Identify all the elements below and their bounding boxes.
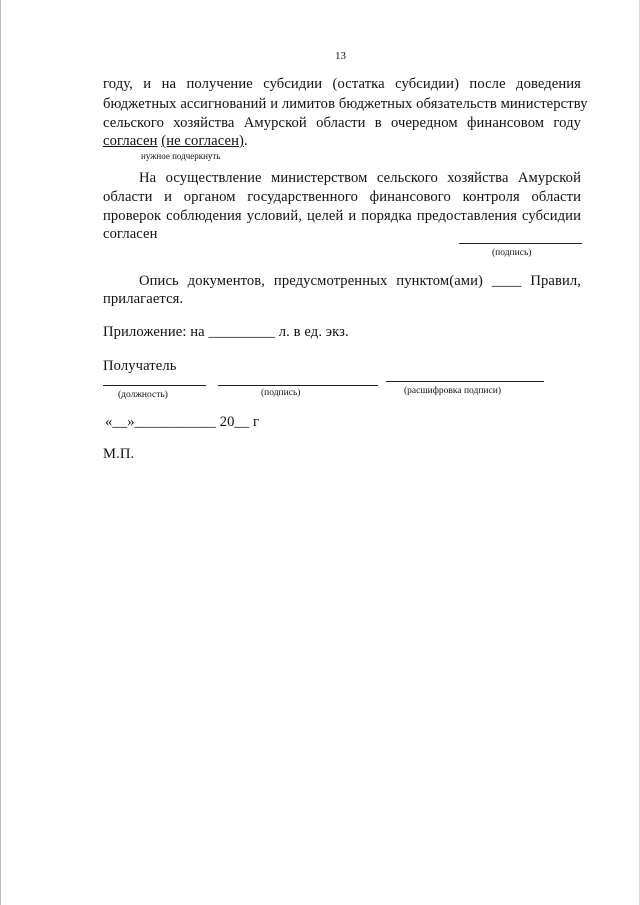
paragraph-1-line-4: согласен (не согласен).: [103, 133, 248, 149]
signature-line: [459, 243, 582, 244]
recipient-signature-label: (подпись): [261, 388, 301, 398]
page-number: 13: [335, 50, 346, 62]
position-label: (должность): [118, 390, 168, 400]
paragraph-3-line-2: прилагается.: [103, 291, 184, 307]
paragraph-3-line-1: Опись документов, предусмотренных пунктом(ами) ____ Правил,: [139, 273, 581, 289]
disagree-option: (не согласен): [161, 133, 244, 149]
paragraph-2-line-2: области и органом государственного финансового контроля области: [103, 189, 581, 205]
recipient-signature-line: [218, 385, 378, 386]
decode-label: (расшифровка подписи): [404, 386, 501, 396]
signature-label: (подпись): [492, 248, 532, 258]
recipient-title: Получатель: [103, 358, 177, 374]
attachment-line: Приложение: на _________ л. в ед. экз.: [103, 324, 349, 340]
paragraph-1-line-2: бюджетных ассигнований и лимитов бюджетных обязательств министерству: [103, 96, 588, 112]
decode-line: [386, 381, 544, 382]
agree-option: согласен: [103, 133, 158, 149]
paragraph-1-line-1: году, и на получение субсидии (остатка субсидии) после доведения: [103, 76, 581, 92]
seal-mark: М.П.: [103, 446, 135, 462]
paragraph-1-line-3: сельского хозяйства Амурской области в очередном финансовом году: [103, 115, 581, 131]
position-line: [103, 385, 206, 386]
underline-hint: нужное подчеркнуть: [141, 151, 221, 161]
paragraph-2-line-4: согласен: [103, 226, 158, 242]
paragraph-2-line-1: На осуществление министерством сельского хозяйства Амурской: [139, 170, 581, 186]
date-line: «__»___________ 20__ г: [105, 414, 260, 430]
paragraph-2-line-3: проверок соблюдения условий, целей и порядка предоставления субсидии: [103, 208, 581, 224]
scan-edge-left: [0, 0, 1, 905]
